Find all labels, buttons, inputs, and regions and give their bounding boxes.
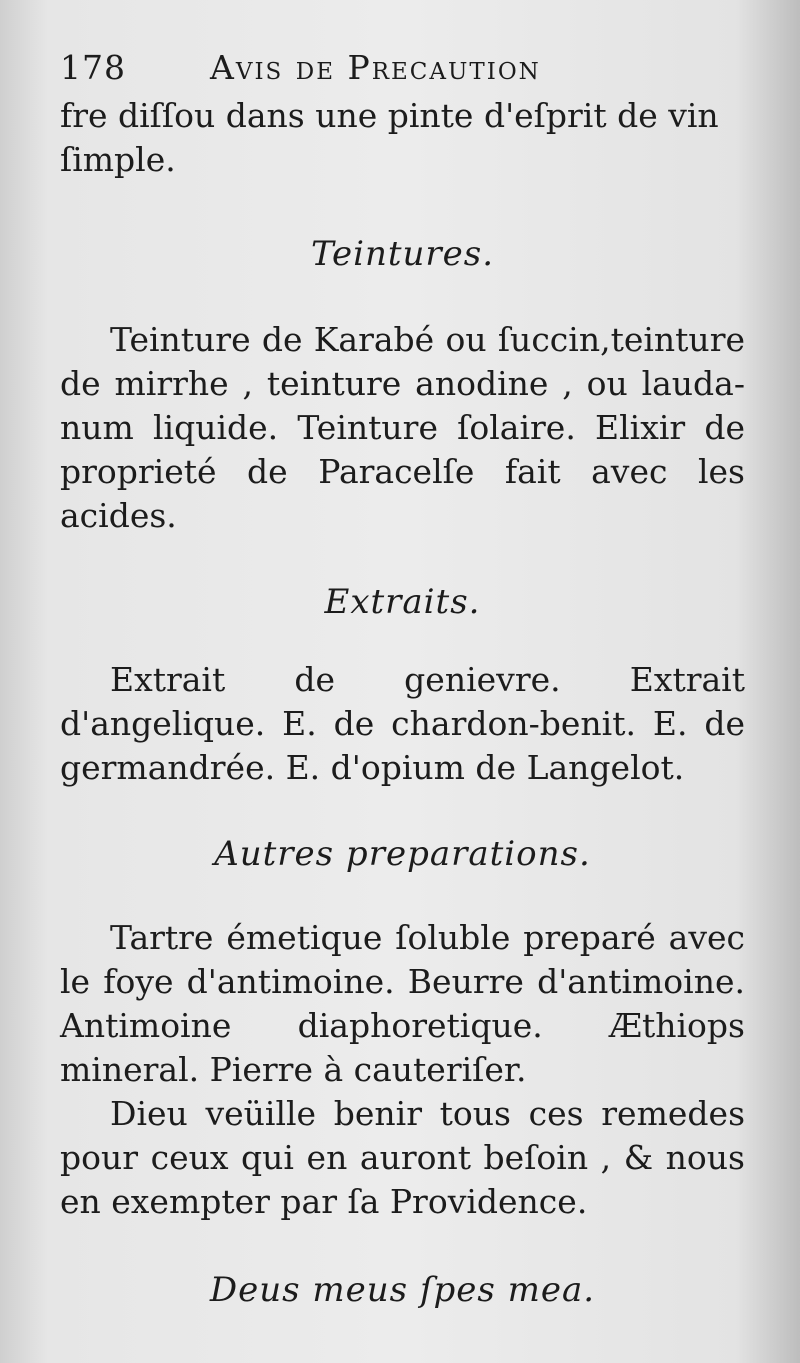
section-title-autres-preparations: Autres preparations. <box>214 834 591 874</box>
section-title-extraits: Extraits. <box>324 582 481 622</box>
intro-line-1: fre diſſou dans une pinte d'eſprit de vin <box>60 96 719 135</box>
closing-motto: Deus meus ſpes mea. <box>209 1270 596 1310</box>
paragraph-closing: Dieu veüille benir tous ces remedes pour ceux qui en auront beſoin , & nous en exempter par ſa Providence. <box>60 1094 745 1221</box>
running-head: Avis de Precaution <box>210 48 541 87</box>
paragraph-autres-preparations: Tartre émetique ſoluble preparé avec le foye d'antimoine. Beurre d'antimoine. Antimoine diaphoretique. Æthiops mineral. Pierre à cauteriſer. <box>60 918 745 1089</box>
intro-line-2: ſimple. <box>60 140 176 179</box>
section-title-teintures: Teintures. <box>310 234 495 274</box>
paragraph-teintures: Teinture de Karabé ou ſuccin,teinture de mirrhe , teinture anodine , ou lauda-num liquide. Teinture ſolaire. Elixir de proprieté de Paracelſe fait avec les acides. <box>60 320 745 535</box>
paragraph-extraits: Extrait de genievre. Extrait d'angelique. E. de chardon-benit. E. de germandrée. E. d'opium de Langelot. <box>60 660 745 787</box>
page-header <box>60 48 745 94</box>
page-number: 178 <box>60 48 126 87</box>
